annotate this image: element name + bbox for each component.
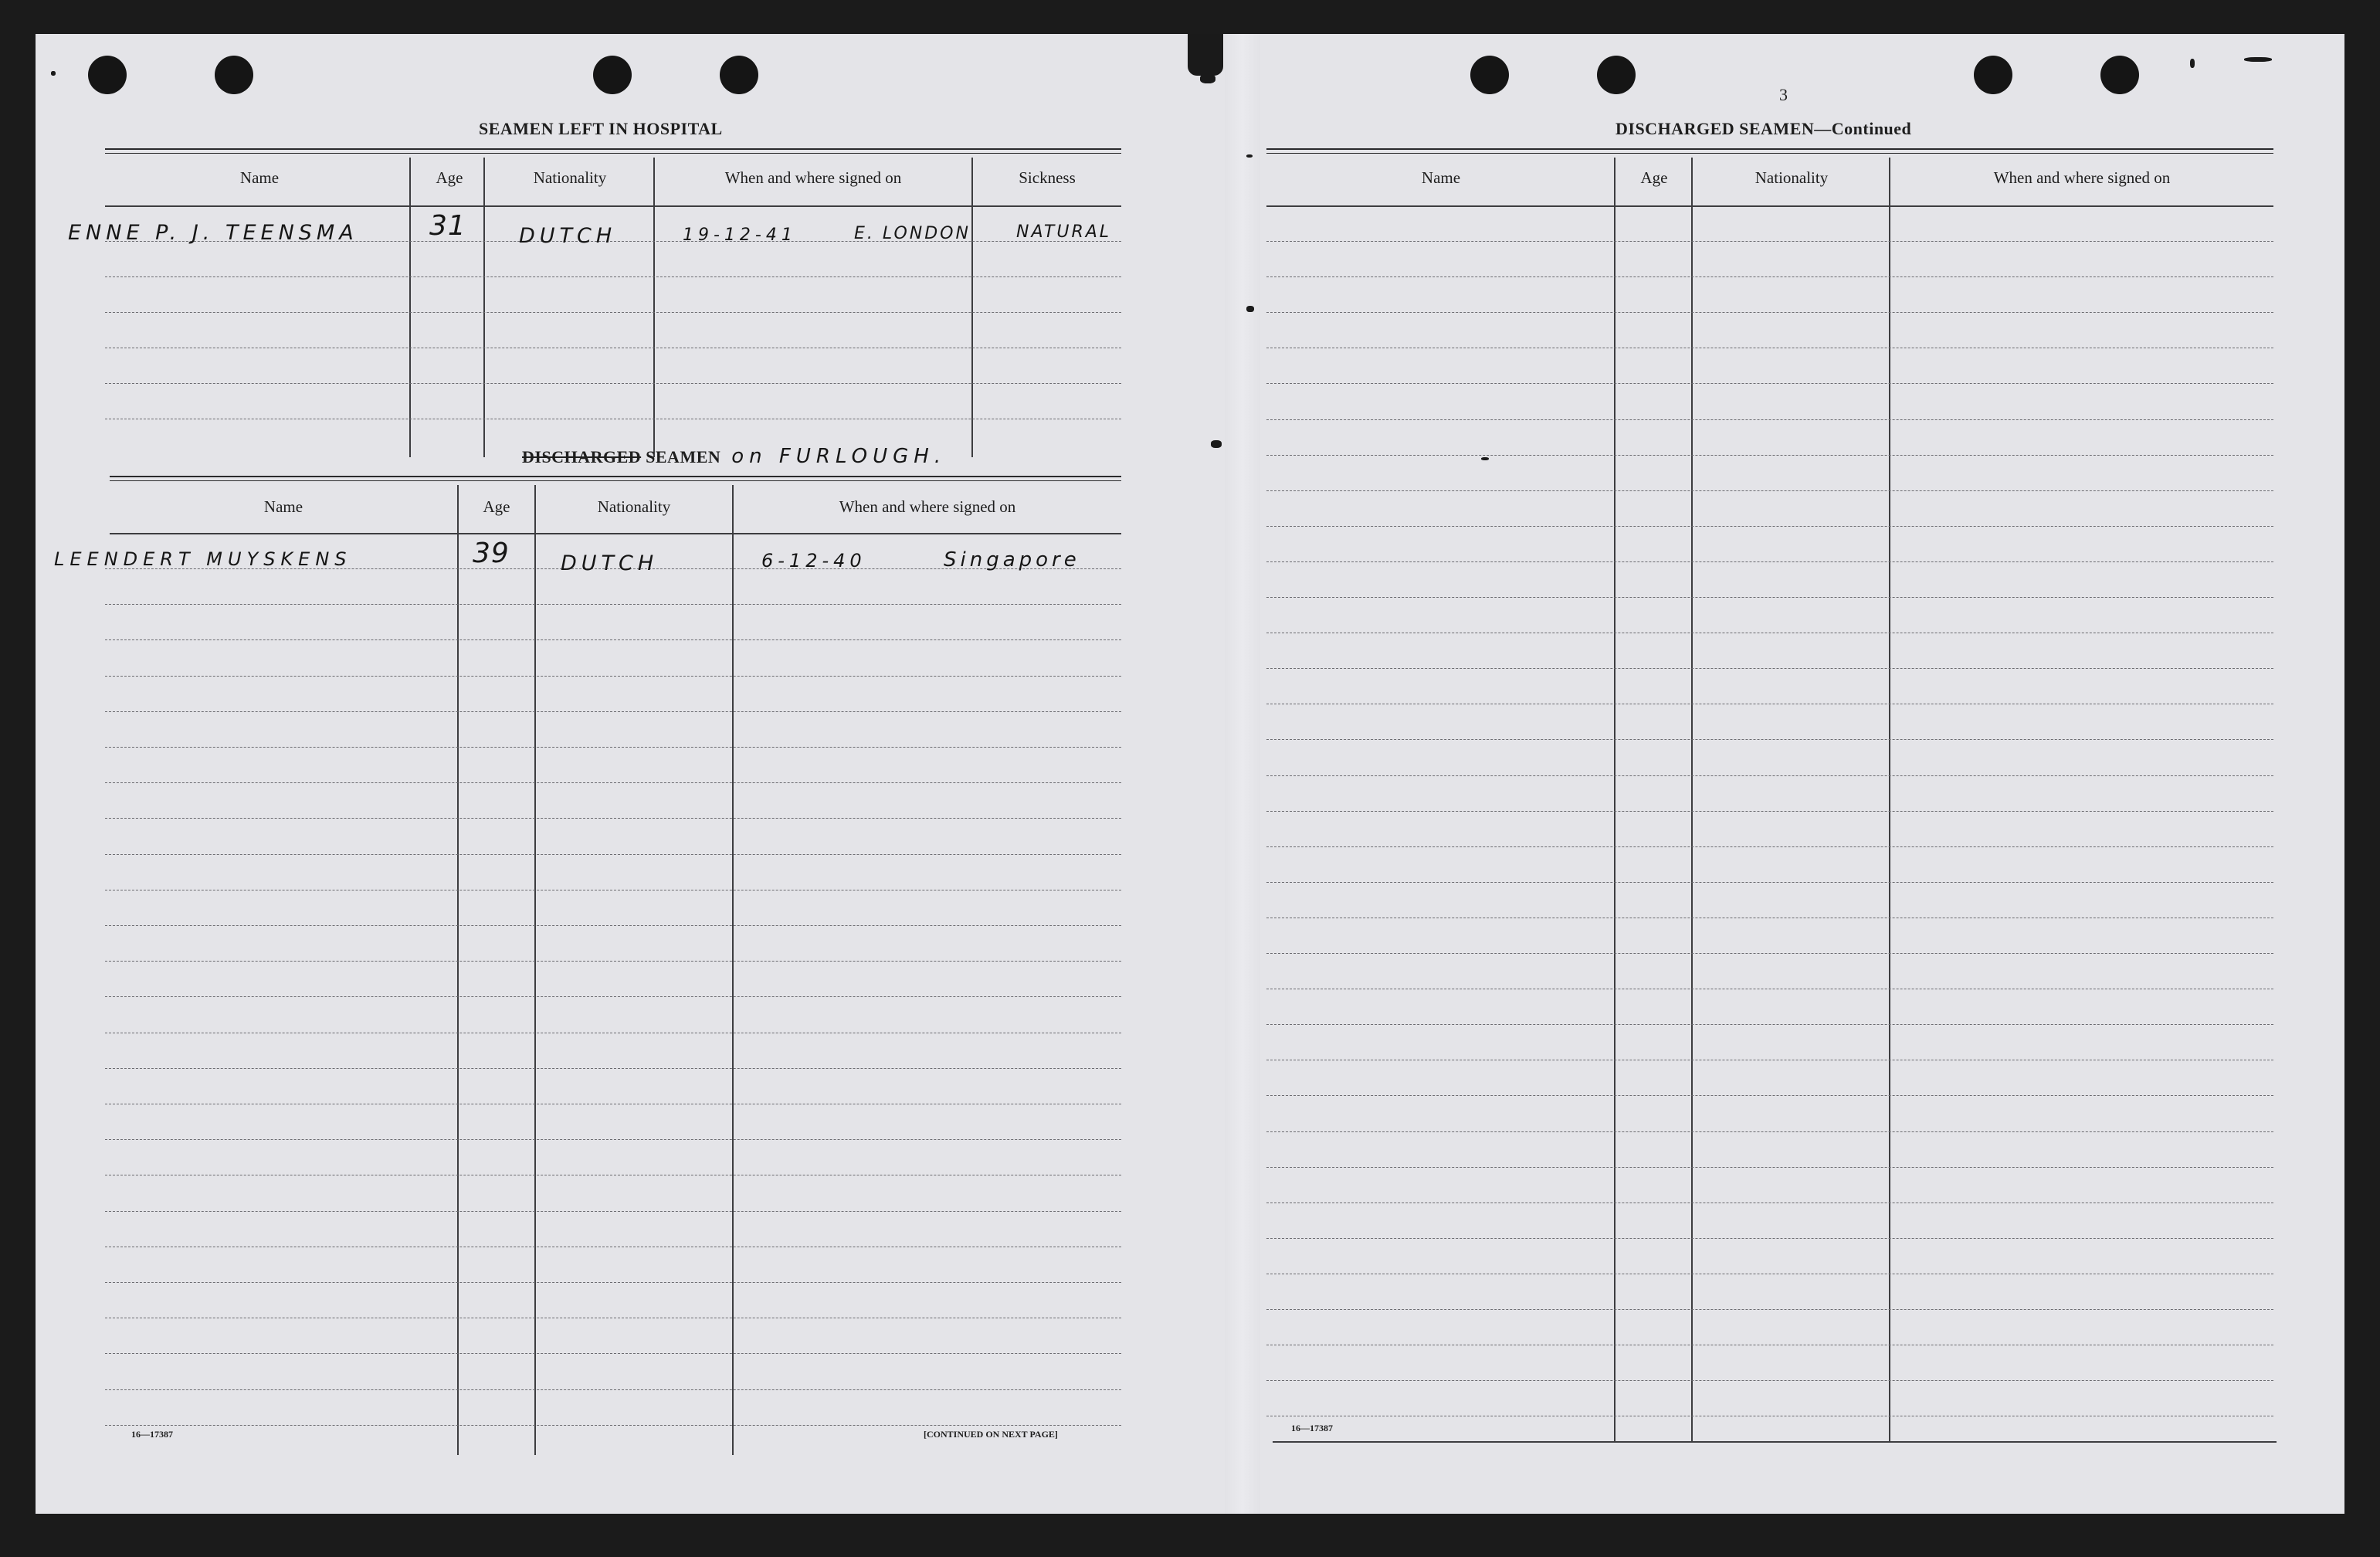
hospital-row-date: 19-12-41 (683, 226, 797, 245)
furlough-row-date: 6-12-40 (761, 550, 866, 572)
ruled-line (105, 1139, 1121, 1140)
ruled-line (1266, 419, 2273, 420)
furlough-section-title (522, 445, 946, 468)
ink-speck (2244, 57, 2272, 62)
ruled-line (1266, 1309, 2273, 1310)
ruled-line (105, 1353, 1121, 1354)
form-number-right: 16—17387 (1291, 1423, 1333, 1433)
column-divider (409, 158, 411, 457)
header-rule (105, 205, 1121, 207)
ruled-line (105, 276, 1121, 277)
ruled-line (1266, 882, 2273, 883)
ruled-line (1266, 312, 2273, 313)
furlough-row-age: 39 (473, 538, 510, 569)
column-header-name: Name (1421, 168, 1461, 187)
furlough-row-place: Singapore (944, 548, 1080, 572)
ruled-line (1266, 1131, 2273, 1132)
column-header-signed-on: When and where signed on (1993, 168, 2171, 187)
ruled-line (1266, 526, 2273, 527)
punch-hole (1974, 56, 2012, 94)
ruled-line (105, 1068, 1121, 1069)
column-header-nationality: Nationality (1754, 168, 1829, 187)
ink-speck (2190, 59, 2195, 68)
header-rule (110, 533, 1121, 534)
page-fold (1225, 34, 1260, 1514)
column-header-name: Name (239, 168, 280, 187)
ruled-line (1266, 953, 2273, 954)
ruled-line (1266, 383, 2273, 384)
column-header-signed-on: When and where signed on (839, 497, 1016, 516)
hospital-row-nationality: DUTCH (519, 224, 617, 248)
ruled-line (1266, 739, 2273, 740)
table-bottom-rule (1273, 1441, 2277, 1443)
punch-hole (88, 56, 127, 94)
punch-hole (1597, 56, 1636, 94)
column-header-age: Age (436, 168, 463, 187)
table-rule (105, 148, 1121, 154)
ruled-line (1266, 1238, 2273, 1239)
ruled-line (105, 604, 1121, 605)
ink-speck (1200, 74, 1215, 83)
handwritten-title: on FURLOUGH. (731, 445, 947, 468)
page-number: 3 (1779, 85, 1788, 104)
title-word: SEAMEN (646, 447, 721, 466)
ruled-line (1266, 597, 2273, 598)
ruled-line (105, 711, 1121, 712)
column-divider (1614, 158, 1615, 1443)
furlough-row-nationality: DUTCH (561, 551, 659, 575)
ruled-line (1266, 846, 2273, 847)
ruled-line (1266, 276, 2273, 277)
ruled-line (105, 782, 1121, 783)
punch-hole (720, 56, 758, 94)
ruled-line (105, 383, 1121, 384)
ruled-line (105, 1282, 1121, 1283)
ruled-line (1266, 1024, 2273, 1025)
column-header-age: Age (1640, 168, 1668, 187)
document-sheet (36, 34, 2344, 1514)
ruled-line (105, 854, 1121, 855)
ruled-line (1266, 1380, 2273, 1381)
hospital-row-sickness: NATURAL (1016, 222, 1112, 242)
column-header-age: Age (483, 497, 510, 516)
ruled-line (1266, 241, 2273, 242)
continued-note: [CONTINUED ON NEXT PAGE] (924, 1429, 1058, 1440)
column-header-name: Name (263, 497, 303, 516)
punch-hole (1470, 56, 1509, 94)
ruled-line (1266, 490, 2273, 491)
column-header-nationality: Nationality (533, 168, 607, 187)
ruled-line (1266, 668, 2273, 669)
column-header-nationality: Nationality (597, 497, 671, 516)
ruled-line (1266, 561, 2273, 562)
ruled-line (105, 996, 1121, 997)
discharged-section-title: DISCHARGED SEAMEN—Continued (1615, 119, 1912, 138)
column-divider (483, 158, 485, 457)
ink-speck (1481, 457, 1489, 460)
ruled-line (105, 818, 1121, 819)
ruled-line (105, 312, 1121, 313)
column-divider (1889, 158, 1890, 1443)
ruled-line (1266, 811, 2273, 812)
hospital-row-name: ENNE P. J. TEENSMA (68, 221, 358, 245)
ruled-line (105, 1211, 1121, 1212)
ruled-line (105, 747, 1121, 748)
ruled-line (1266, 1167, 2273, 1168)
ruled-line (1266, 1095, 2273, 1096)
column-divider (653, 158, 655, 457)
punch-hole (2100, 56, 2139, 94)
furlough-row-name: LEENDERT MUYSKENS (54, 548, 352, 570)
column-divider (1691, 158, 1693, 1443)
column-divider (732, 485, 734, 1455)
table-rule (1266, 148, 2273, 154)
hospital-row-place: E. LONDON (854, 224, 971, 243)
punch-hole (215, 56, 253, 94)
hospital-row-age: 31 (429, 210, 466, 242)
ruled-line (105, 961, 1121, 962)
ink-speck (1211, 440, 1222, 448)
ruled-line (105, 639, 1121, 640)
hospital-section-title: SEAMEN LEFT IN HOSPITAL (479, 119, 723, 138)
column-header-sickness: Sickness (1019, 168, 1076, 187)
column-divider (971, 158, 973, 457)
ruled-line (105, 1389, 1121, 1390)
ruled-line (105, 1425, 1121, 1426)
ruled-line (1266, 455, 2273, 456)
form-number-left: 16—17387 (131, 1429, 173, 1440)
struck-title-word: DISCHARGED (522, 447, 642, 466)
ink-speck (1188, 34, 1223, 76)
ruled-line (1266, 775, 2273, 776)
ink-speck (1246, 306, 1254, 312)
column-divider (457, 485, 459, 1455)
ruled-line (105, 676, 1121, 677)
ink-speck (1246, 154, 1253, 158)
table-rule (110, 476, 1121, 481)
ruled-line (105, 925, 1121, 926)
punch-hole (593, 56, 632, 94)
column-header-signed-on: When and where signed on (724, 168, 902, 187)
column-divider (534, 485, 536, 1455)
header-rule (1266, 205, 2273, 207)
ink-speck (51, 71, 56, 76)
